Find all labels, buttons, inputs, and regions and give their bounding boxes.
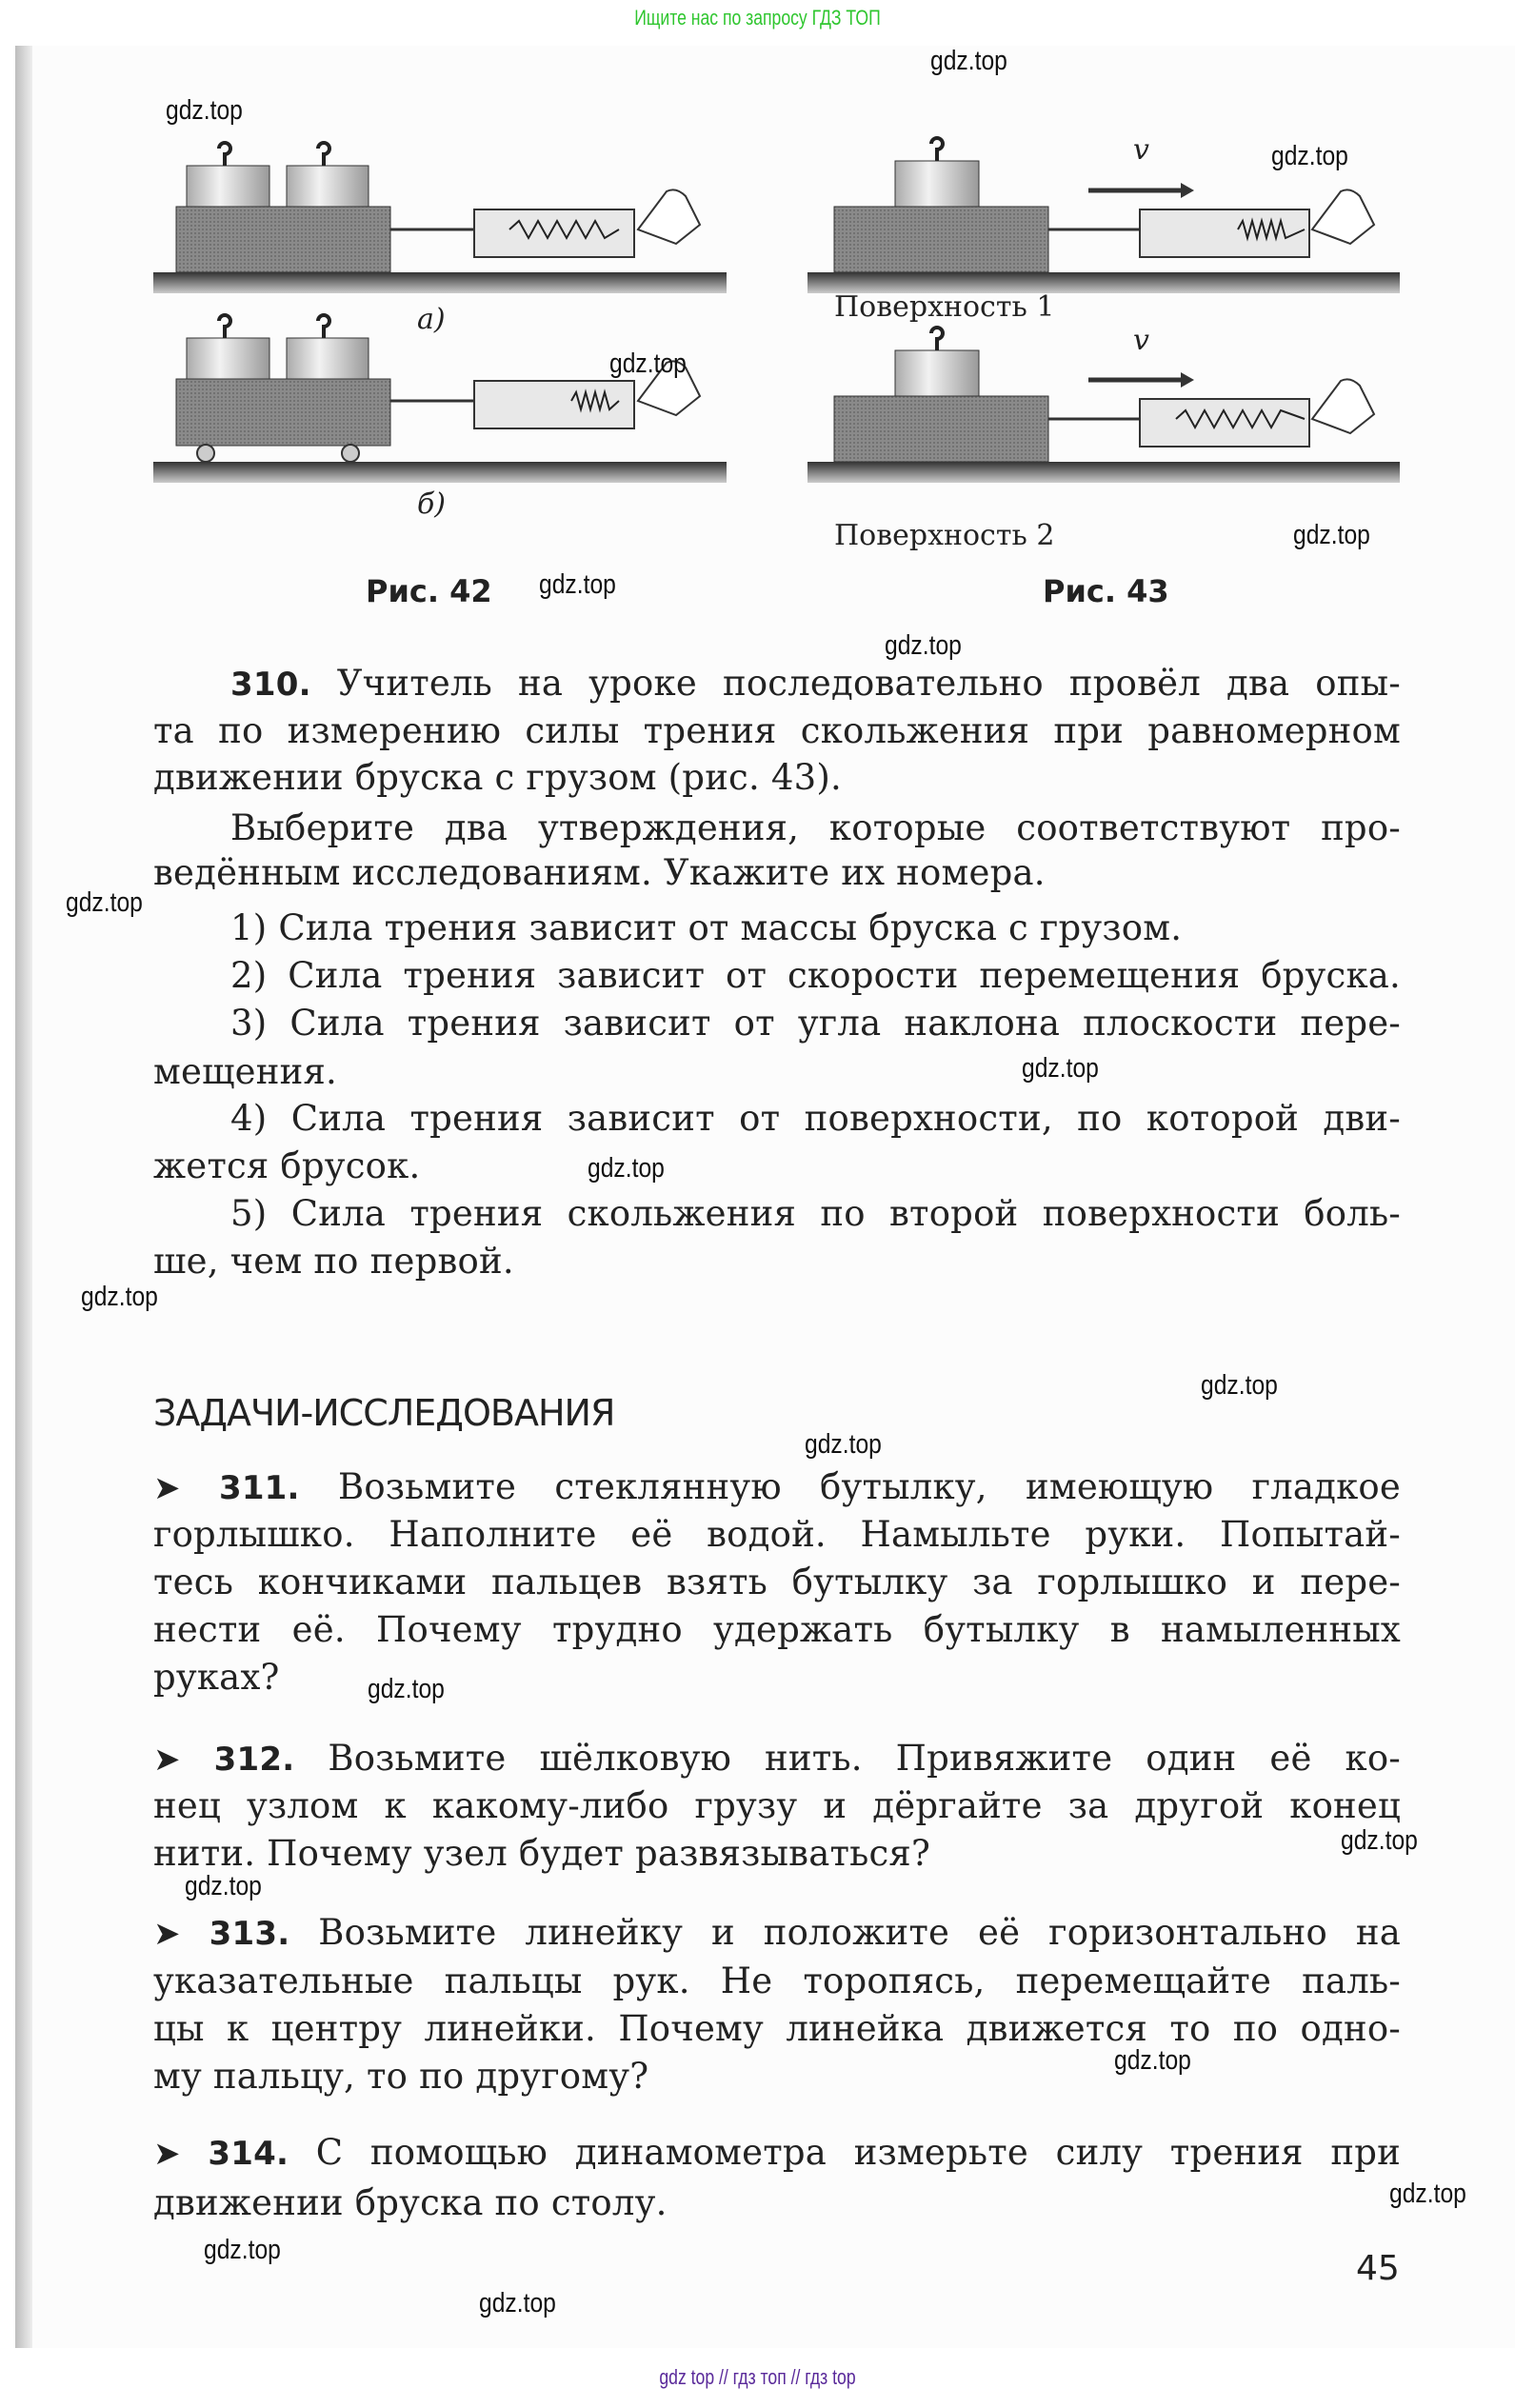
option-5: 5) Сила трения скольжения по второй поверхности боль- — [230, 1193, 1401, 1234]
text-line: ведённым исследованиям. Укажите их номера. — [153, 852, 1046, 893]
watermark: gdz.top — [368, 1674, 445, 1704]
watermark: gdz.top — [1022, 1053, 1099, 1084]
text-line: нести её. Почему трудно удержать бутылку в намыленных — [153, 1609, 1401, 1650]
task-number: 314. — [208, 2135, 289, 2173]
option-2: 2) Сила трения зависит от скорости перемещения бруска. — [230, 955, 1401, 996]
watermark: gdz.top — [930, 46, 1007, 76]
figure-label-b: б) — [417, 488, 447, 521]
arrow-icon: ➤ — [153, 1741, 181, 1779]
arrow-icon: ➤ — [153, 2135, 181, 2173]
option-4: 4) Сила трения зависит от поверхности, по которой дви- — [230, 1098, 1401, 1139]
surface-2-caption: Поверхность 2 — [834, 519, 1055, 552]
footer-links[interactable]: gdz top // гдз топ // гдз top — [659, 2365, 856, 2389]
figure-42-caption: Рис. 42 — [366, 573, 492, 609]
text-line: та по измерению силы трения скольжения при равномерном — [153, 710, 1401, 751]
figure-43-surface-2 — [807, 328, 1400, 483]
watermark: gdz.top — [539, 569, 616, 600]
task-number: 312. — [213, 1741, 295, 1779]
text-line: горлышко. Наполните её водой. Намыльте руки. Попытай- — [153, 1514, 1401, 1555]
watermark: gdz.top — [1114, 2045, 1191, 2076]
watermark: gdz.top — [479, 2288, 556, 2318]
watermark: gdz.top — [1293, 520, 1370, 550]
surface-1-caption: Поверхность 1 — [834, 290, 1055, 324]
text-line: Выберите два утверждения, которые соответствуют про- — [230, 807, 1401, 848]
text-line: С помощью динамометра измерьте силу трения при — [315, 2132, 1401, 2173]
text-line: тесь кончиками пальцев взять бутылку за горлышко и пере- — [153, 1562, 1401, 1602]
option-3-cont: мещения. — [153, 1051, 337, 1092]
text-line: указательные пальцы рук. Не торопясь, перемещайте паль- — [153, 1960, 1401, 2001]
watermark: gdz.top — [885, 630, 962, 661]
text-line: Возьмите шёлковую нить. Привяжите один её ко- — [328, 1738, 1402, 1779]
text-line: движении бруска с грузом (рис. 43). — [153, 757, 842, 798]
text-line: руках? — [153, 1657, 280, 1698]
watermark: gdz.top — [1341, 1825, 1418, 1856]
top-banner[interactable]: Ищите нас по запросу ГДЗ ТОП — [634, 6, 881, 30]
task-number: 313. — [209, 1915, 290, 1953]
option-4-cont: жется брусок. — [153, 1145, 421, 1186]
velocity-label-2: v — [1133, 324, 1149, 357]
option-5-cont: ше, чем по первой. — [153, 1241, 514, 1282]
section-heading: ЗАДАЧИ-ИССЛЕДОВАНИЯ — [153, 1392, 615, 1434]
text-line: Возьмите линейку и положите её горизонтально на — [318, 1912, 1401, 1953]
figure-42b — [153, 315, 727, 483]
text-line: Возьмите стеклянную бутылку, имеющую гладкое — [337, 1466, 1402, 1507]
watermark: gdz.top — [805, 1429, 882, 1460]
task-number: 311. — [218, 1469, 300, 1507]
text-line: движении бруска по столу. — [153, 2182, 668, 2223]
watermark: gdz.top — [166, 95, 243, 126]
option-3: 3) Сила трения зависит от угла наклона плоскости пере- — [230, 1003, 1401, 1044]
watermark: gdz.top — [204, 2235, 281, 2265]
figure-43-caption: Рис. 43 — [1043, 573, 1169, 609]
text-line: нец узлом к какому-либо грузу и дёргайте за другой конец — [153, 1785, 1401, 1826]
watermark: gdz.top — [185, 1871, 262, 1901]
figure-label-a: а) — [417, 303, 446, 336]
page-number: 45 — [1356, 2249, 1400, 2288]
watermark: gdz.top — [609, 348, 687, 379]
watermark: gdz.top — [81, 1282, 158, 1312]
watermark: gdz.top — [1389, 2179, 1466, 2209]
text-line: Учитель на уроке последовательно провёл два опы- — [336, 663, 1401, 704]
watermark: gdz.top — [66, 887, 143, 918]
velocity-label-1: v — [1133, 133, 1149, 167]
watermark: gdz.top — [588, 1153, 665, 1184]
arrow-icon: ➤ — [153, 1915, 181, 1953]
option-1: 1) Сила трения зависит от массы бруска с грузом. — [230, 907, 1183, 948]
watermark: gdz.top — [1201, 1370, 1278, 1401]
task-number: 310. — [230, 666, 311, 704]
arrow-icon: ➤ — [153, 1469, 181, 1507]
text-line: нити. Почему узел будет развязываться? — [153, 1833, 930, 1874]
watermark: gdz.top — [1271, 141, 1348, 171]
figure-42a — [153, 143, 727, 293]
text-line: му пальцу, то по другому? — [153, 2056, 649, 2097]
text-line: цы к центру линейки. Почему линейка движется то по одно- — [153, 2008, 1401, 2049]
